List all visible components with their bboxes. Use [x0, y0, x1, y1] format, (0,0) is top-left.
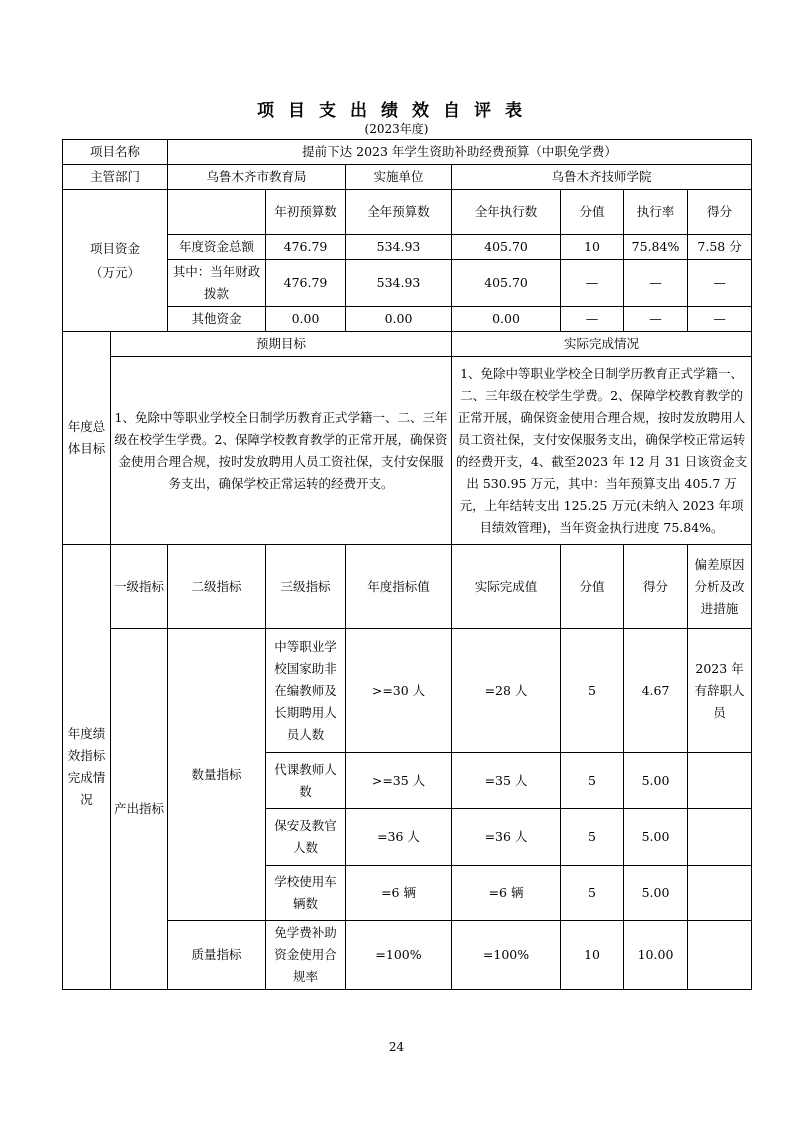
indicator-score: 5	[561, 866, 624, 921]
funds-cell: —	[624, 307, 688, 332]
funds-header: 全年预算数	[346, 190, 452, 235]
indicator-got: 5.00	[624, 866, 688, 921]
funds-label: 项目资金 （万元）	[63, 190, 168, 332]
indicator-score: 5	[561, 753, 624, 809]
funds-header: 全年执行数	[452, 190, 561, 235]
dept-value: 乌鲁木齐市教育局	[168, 165, 346, 190]
indicator-header: 偏差原因分析及改进措施	[688, 545, 752, 629]
project-name-label: 项目名称	[63, 140, 168, 165]
indicator-name: 中等职业学校国家助非在编教师及长期聘用人员人数	[266, 629, 346, 753]
indicator-target: =100%	[346, 921, 452, 990]
funds-cell: —	[624, 260, 688, 307]
page-subtitle: (2023年度)	[364, 122, 429, 136]
funds-header: 执行率	[624, 190, 688, 235]
indicator-target: =36 人	[346, 809, 452, 866]
goals-label: 年度总体目标	[63, 332, 111, 545]
level1-indicator: 产出指标	[111, 629, 168, 990]
indicator-header: 二级指标	[168, 545, 266, 629]
funds-header-blank	[168, 190, 266, 235]
indicator-header: 年度指标值	[346, 545, 452, 629]
funds-cell: 534.93	[346, 260, 452, 307]
dept-label: 主管部门	[63, 165, 168, 190]
project-name-value: 提前下达 2023 年学生资助补助经费预算（中职免学费）	[168, 140, 752, 165]
indicator-target: >=35 人	[346, 753, 452, 809]
funds-cell: 7.58 分	[688, 235, 752, 260]
funds-row-label: 年度资金总额	[168, 235, 266, 260]
indicator-name: 保安及教官人数	[266, 809, 346, 866]
quantity-indicator-label: 数量指标	[168, 629, 266, 921]
page-number: 24	[388, 1040, 405, 1054]
indicator-target: >=30 人	[346, 629, 452, 753]
funds-cell: 10	[561, 235, 624, 260]
funds-cell: 476.79	[266, 260, 346, 307]
indicator-note: 2023 年有辞职人员	[688, 629, 752, 753]
indicator-score: 10	[561, 921, 624, 990]
funds-cell: —	[688, 260, 752, 307]
indicator-got: 5.00	[624, 753, 688, 809]
indicator-actual: =35 人	[452, 753, 561, 809]
funds-cell: 534.93	[346, 235, 452, 260]
quality-indicator-label: 质量指标	[168, 921, 266, 990]
page-title: 项目支出绩效自评表	[257, 101, 536, 121]
indicator-note	[688, 753, 752, 809]
indicator-note	[688, 866, 752, 921]
indicator-name: 代课教师人数	[266, 753, 346, 809]
funds-cell: —	[688, 307, 752, 332]
funds-cell: 476.79	[266, 235, 346, 260]
indicator-actual: =28 人	[452, 629, 561, 753]
funds-cell: 75.84%	[624, 235, 688, 260]
funds-cell: 405.70	[452, 235, 561, 260]
indicator-name: 学校使用车辆数	[266, 866, 346, 921]
indicator-name: 免学费补助资金使用合规率	[266, 921, 346, 990]
indicator-header: 实际完成值	[452, 545, 561, 629]
expected-goal-header: 预期目标	[111, 332, 452, 357]
indicators-label: 年度绩效指标完成情况	[63, 545, 111, 990]
funds-cell: 0.00	[452, 307, 561, 332]
funds-row-label: 其中：当年财政拨款	[168, 260, 266, 307]
indicator-got: 4.67	[624, 629, 688, 753]
actual-result-text: 1、免除中等职业学校全日制学历教育正式学籍一、二、三年级在校学生学费。2、保障学校教育教学的正常开展，确保资金使用合理合规，按时发放聘用人员工资社保，支付安保服务支出，确保学校正常运转的经费开支，4、截至2023 年 12 月 31 日该资金支出 530.95 万元，其中：当年预算支出 405.7 万元，上年结转支出 125.25 万元(未纳入 2023 年项目绩效管理)，当年资金执行进度 75.84%。	[452, 357, 752, 545]
indicator-score: 5	[561, 629, 624, 753]
indicator-got: 10.00	[624, 921, 688, 990]
indicator-header: 得分	[624, 545, 688, 629]
funds-cell: 0.00	[266, 307, 346, 332]
indicator-actual: =100%	[452, 921, 561, 990]
funds-header: 分值	[561, 190, 624, 235]
actual-result-header: 实际完成情况	[452, 332, 752, 357]
indicator-got: 5.00	[624, 809, 688, 866]
expected-goal-text: 1、免除中等职业学校全日制学历教育正式学籍一、二、三年级在校学生学费。2、保障学校教育教学的正常开展，确保资金使用合理合规，按时发放聘用人员工资社保，支付安保服务支出，确保学校正常运转的经费开支。	[111, 357, 452, 545]
indicator-score: 5	[561, 809, 624, 866]
funds-cell: —	[561, 307, 624, 332]
funds-cell: 405.70	[452, 260, 561, 307]
indicator-actual: =6 辆	[452, 866, 561, 921]
indicator-header: 一级指标	[111, 545, 168, 629]
indicator-note	[688, 809, 752, 866]
indicator-actual: =36 人	[452, 809, 561, 866]
unit-value: 乌鲁木齐技师学院	[452, 165, 752, 190]
funds-header: 年初预算数	[266, 190, 346, 235]
funds-cell: —	[561, 260, 624, 307]
self-evaluation-table	[62, 139, 752, 990]
indicator-header: 分值	[561, 545, 624, 629]
funds-row-label: 其他资金	[168, 307, 266, 332]
unit-label: 实施单位	[346, 165, 452, 190]
indicator-header: 三级指标	[266, 545, 346, 629]
funds-cell: 0.00	[346, 307, 452, 332]
indicator-note	[688, 921, 752, 990]
funds-header: 得分	[688, 190, 752, 235]
indicator-target: =6 辆	[346, 866, 452, 921]
